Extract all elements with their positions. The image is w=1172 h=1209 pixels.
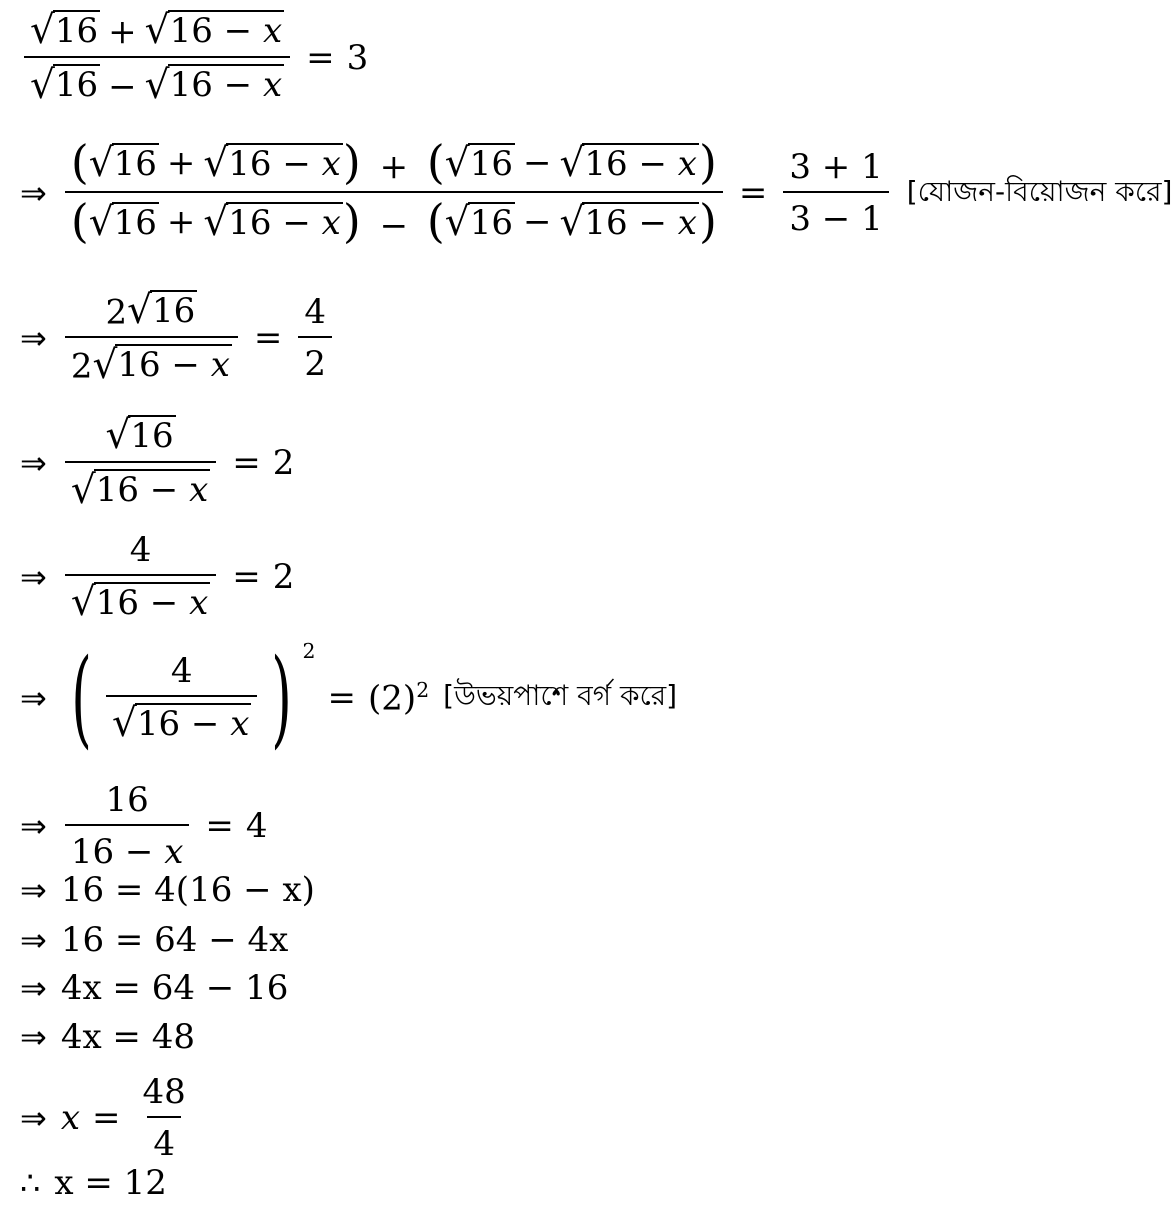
fraction: ( √ 16 + √ 16 − x ) + ( √ 16 − √ 16 − x ) ( √ 16 + √ 16 − x ) − ( √ 16 − √ 16 − x ) — [65, 140, 723, 246]
implies-arrow: ⇒ — [20, 807, 47, 845]
note-addition-subtraction: [যোজন-বিয়োজন করে] — [906, 174, 1172, 208]
step-7: ⇒ $\frac{16}{16 - x}$ = 4 — [20, 780, 268, 872]
implies-arrow: ⇒ — [20, 921, 47, 959]
implies-arrow: ⇒ — [20, 174, 47, 212]
implies-arrow: ⇒ — [20, 871, 47, 909]
therefore-symbol: ∴ — [20, 1164, 41, 1202]
implies-arrow: ⇒ — [20, 319, 47, 358]
step-4: ⇒ √ 16 √ 16 − x = 2 — [20, 413, 295, 513]
step-10 — [20, 968, 288, 1008]
step-12: ⇒ x = $\frac{48}{4}$ — [20, 1072, 186, 1164]
step-1: √ 16 + √ 16 − x √ 16 − √ 16 − x = 3 — [20, 10, 368, 107]
equation-text: 16 = 64 − 4x — [60, 920, 289, 960]
step-13 — [20, 1163, 167, 1203]
step-5: ⇒ 4 √ 16 − x = 2 — [20, 530, 295, 626]
final-answer: x = 12 — [54, 1163, 167, 1203]
implies-arrow: ⇒ — [20, 558, 47, 597]
step-9 — [20, 920, 288, 960]
step-6: ⇒ ( 4 √ 16 − x ) $^2$ = $(2)^2$ [উভয়পাশে বর্গ করে] — [20, 636, 678, 759]
step-8 — [20, 870, 315, 910]
equation-text: 4x = 48 — [60, 1017, 195, 1057]
step-11 — [20, 1017, 195, 1057]
fraction: √ 16 + √ 16 − x √ 16 − √ 16 − x — [24, 10, 290, 107]
equation-text: 16 = 4(16 − x) — [60, 870, 315, 910]
note-squaring-both-sides: [উভয়পাশে বর্গ করে] — [443, 679, 678, 713]
implies-arrow: ⇒ — [20, 969, 47, 1007]
step-3: ⇒ 2 √ 16 2 √ 16 − x = $\frac{4}{2}$ — [20, 290, 336, 387]
implies-arrow: ⇒ — [20, 678, 47, 717]
implies-arrow: ⇒ — [20, 1018, 47, 1056]
equation-text: 4x = 64 − 16 — [60, 968, 289, 1008]
step-2: ⇒ ( √ 16 + √ 16 − x ) + ( √ 16 − √ 16 − x ) ( √ 16 + √ 16 − x ) − ( √ 16 − √ 16 − x ) = $\frac{3 + 1}{3 - 1}$ [যোজন-বিয়োজন করে] — [20, 135, 1172, 248]
implies-arrow: ⇒ — [20, 1099, 47, 1137]
implies-arrow: ⇒ — [20, 444, 47, 483]
